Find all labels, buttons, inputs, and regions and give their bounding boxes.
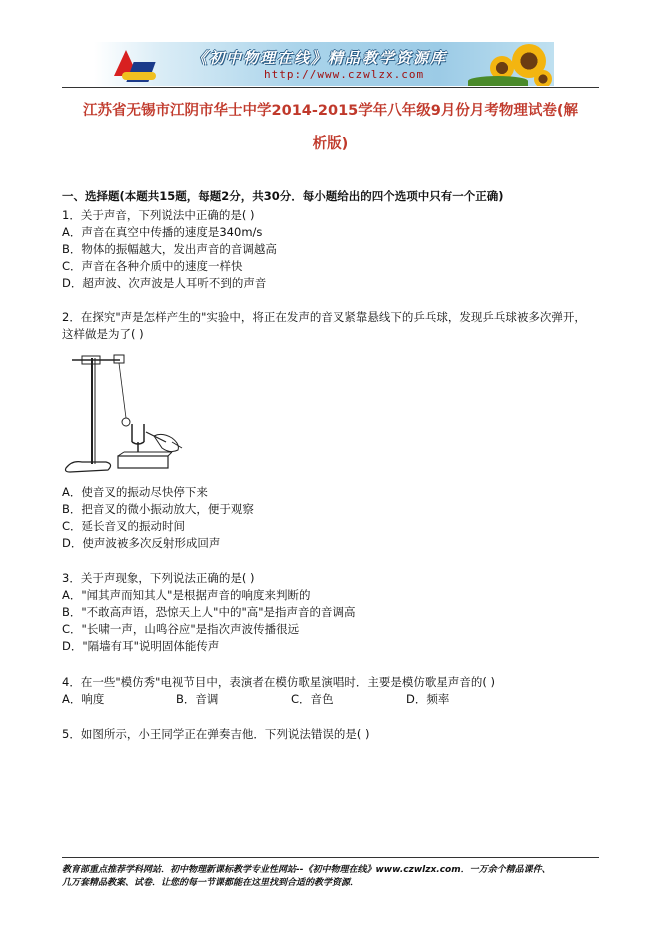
question-4-stem: 4．在一些"模仿秀"电视节目中，表演者在模仿歌星演唱时．主要是模仿歌星声音的( ) <box>62 675 496 689</box>
question-4-option-b: B．音调 <box>176 692 219 706</box>
question-3-option-b: B．"不敢高声语，恐惊天上人"中的"高"是指声音的音调高 <box>62 605 356 619</box>
question-3-option-a: A．"闻其声而知其人"是根据声音的响度来判断的 <box>62 588 311 602</box>
logo-yellow-shape <box>122 72 156 80</box>
section-heading: 一、选择题(本题共15题，每题2分，共30分．每小题给出的四个选项中只有一个正确) <box>62 189 504 203</box>
question-3-option-c: C．"长啸一声，山鸣谷应"是指次声波传播很远 <box>62 622 300 636</box>
header-divider <box>62 87 599 88</box>
question-2-stem-line1: 2．在探究"声是怎样产生的"实验中，将正在发声的音叉紧靠悬线下的乒乓球，发现乒乓球被多次弹开， <box>62 310 586 324</box>
leaf-shape <box>468 76 528 86</box>
header-banner <box>94 42 554 86</box>
question-1-option-b: B．物体的振幅越大，发出声音的音调越高 <box>62 242 277 256</box>
question-5-stem: 5．如图所示，小王同学正在弹奏吉他．下列说法错误的是( ) <box>62 727 370 741</box>
question-2-option-b: B．把音叉的微小振动放大，便于观察 <box>62 502 254 516</box>
question-3-stem: 3．关于声现象，下列说法正确的是( ) <box>62 571 255 585</box>
question-4-option-c: C．音色 <box>291 692 334 706</box>
question-1-option-a: A．声音在真空中传播的速度是340m/s <box>62 225 263 239</box>
question-2-stem-line2: 这样做是为了( ) <box>62 327 144 341</box>
question-2-option-a: A．使音叉的振动尽快停下来 <box>62 485 208 499</box>
question-4-option-d: D．频率 <box>406 692 450 706</box>
tuning-fork-figure <box>62 352 212 476</box>
footer-divider <box>62 857 599 858</box>
question-4-option-a: A．响度 <box>62 692 105 706</box>
document-title-line2: 析版) <box>312 136 349 152</box>
banner-title: 《初中物理在线》精品教学资源库 <box>192 49 448 67</box>
question-2-option-c: C．延长音叉的振动时间 <box>62 519 186 533</box>
footer-line2: 几万套精品教案、试卷．让您的每一节课都能在这里找到合适的教学资源． <box>62 878 360 888</box>
question-1-stem: 1．关于声音，下列说法中正确的是( ) <box>62 208 255 222</box>
question-2-option-d: D．使声波被多次反射形成回声 <box>62 536 221 550</box>
footer-line1: 教育部重点推荐学科网站．初中物理新课标教学专业性网站--《初中物理在线》www.czwlzx.com．一万余个精品课件、 <box>62 865 551 875</box>
document-title-line1: 江苏省无锡市江阴市华士中学2014-2015学年八年级9月份月考物理试卷(解 <box>83 103 578 119</box>
question-1-option-c: C．声音在各种介质中的速度一样快 <box>62 259 243 273</box>
sunflower-icon <box>534 70 552 86</box>
question-1-option-d: D．超声波、次声波是人耳听不到的声音 <box>62 276 267 290</box>
question-3-option-d: D．"隔墙有耳"说明固体能传声 <box>62 639 220 653</box>
banner-url[interactable]: http://www.czwlzx.com <box>264 68 425 81</box>
